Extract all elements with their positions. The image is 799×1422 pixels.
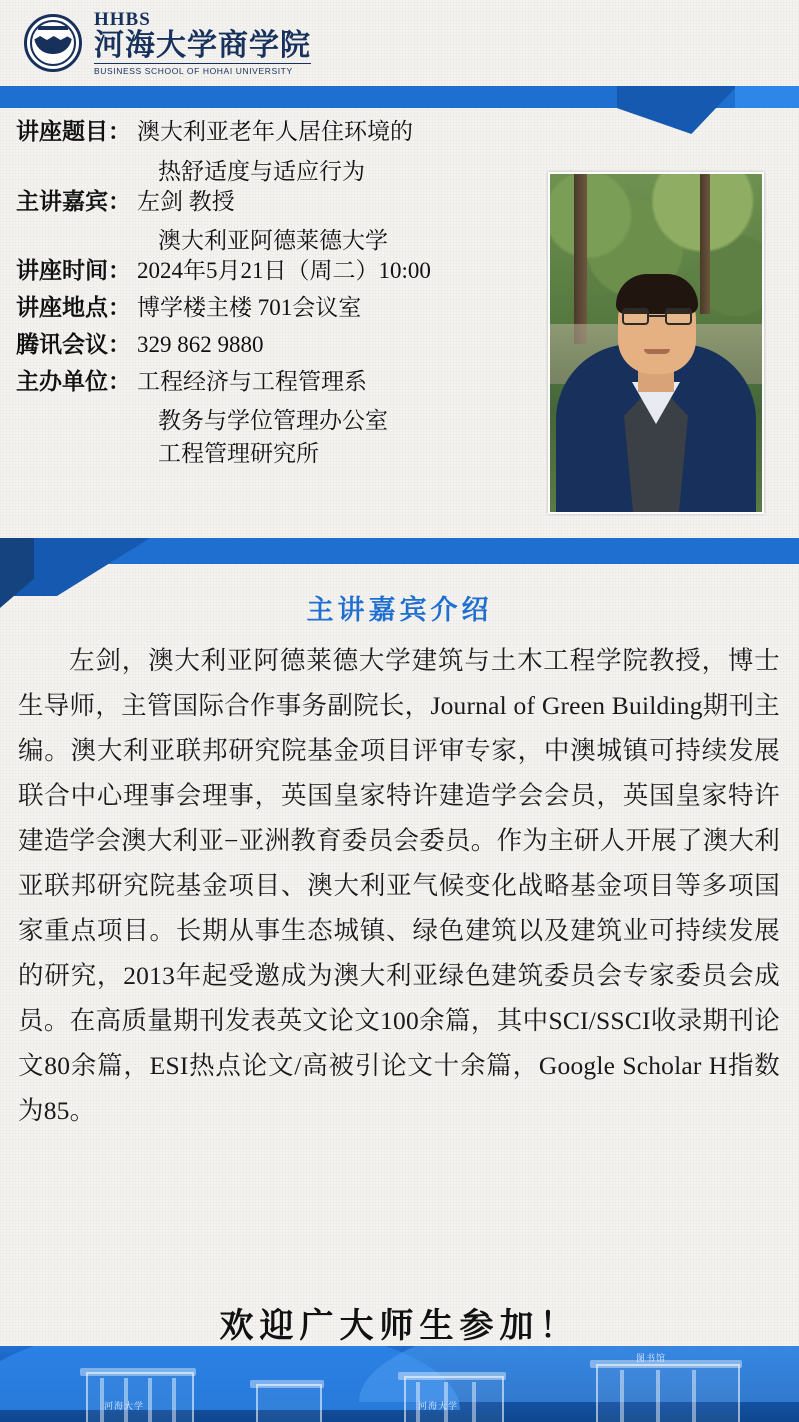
footer-building-label-1: 河海大学	[104, 1401, 145, 1411]
hohai-university-emblem-icon	[22, 12, 84, 74]
info-value-speaker: 左剑 教授	[137, 188, 235, 214]
info-row-meeting-id	[16, 329, 546, 361]
welcome-message: 欢迎广大师生参加！	[219, 1308, 580, 1345]
info-row-time	[16, 255, 546, 287]
logo-text-block	[94, 10, 311, 77]
footer-building-label-4: 图书馆	[636, 1353, 667, 1363]
info-label-topic: 讲座题目：	[16, 119, 131, 144]
info-value-location: 博学楼主楼 701会议室	[137, 295, 362, 321]
logo-chinese-name: 河海大学商学院	[94, 28, 311, 62]
info-row-speaker	[16, 186, 546, 218]
info-row-location	[16, 292, 546, 324]
logo-abbreviation: HHBS	[94, 8, 151, 30]
poster-footer	[0, 1346, 799, 1422]
info-row-topic	[16, 116, 546, 148]
top-band-chevron-decor	[617, 86, 737, 134]
info-value-speaker-affiliation: 澳大利亚阿德莱德大学	[158, 228, 388, 254]
speaker-intro-body: 左剑，澳大利亚阿德莱德大学建筑与土木工程学院教授，博士生导师，主管国际合作事务副院长，Journal of Green Building期刊主编。澳大利亚联邦研究院基金项目评审专家，中澳城镇可持续发展联合中心理事会理事，英国皇家特许建造学会会员，英国皇家特许建造学会澳大利亚−亚洲教育委员会委员。作为主研人开展了澳大利亚联邦研究院基金项目、澳大利亚气候变化战略基金项目等多项国家重点项目。长期从事生态城镇、绿色建筑以及建筑业可持续发展的研究，2013年起受邀成为澳大利亚绿色建筑委员会专家委员会成员。在高质量期刊发表英文论文100余篇，其中SCI/SSCI收录期刊论文80余篇，ESI热点论文/高被引论文十余篇，Google Scholar H指数为85。	[18, 646, 780, 1125]
info-value-topic-line2: 热舒适度与适应行为	[158, 158, 365, 184]
info-label-speaker: 主讲嘉宾：	[16, 188, 131, 214]
info-value-organizer: 工程经济与工程管理系	[137, 368, 367, 394]
lecture-info-block	[16, 116, 546, 468]
speaker-intro-title: 主讲嘉宾介绍	[306, 595, 493, 625]
top-band-accent-decor	[735, 86, 799, 108]
info-value-organizer-line2: 教务与学位管理办公室	[158, 408, 388, 434]
footer-building-4	[596, 1364, 740, 1422]
footer-building-2	[256, 1384, 322, 1422]
glasses-icon	[622, 308, 692, 326]
footer-building-label-3: 河海大学	[418, 1401, 459, 1411]
info-row-organizer	[16, 366, 546, 398]
info-label-organizer: 主办单位：	[16, 368, 131, 394]
logo-english-name: BUSINESS SCHOOL OF HOHAI UNIVERSITY	[94, 63, 311, 76]
info-label-time: 讲座时间：	[16, 258, 131, 284]
info-label-meeting-id: 腾讯会议：	[16, 331, 131, 357]
info-label-location: 讲座地点：	[16, 295, 131, 321]
info-value-topic: 澳大利亚老年人居住环境的	[137, 119, 413, 144]
speaker-photo	[548, 172, 764, 514]
poster-header	[0, 0, 799, 86]
info-value-time: 2024年5月21日（周二）10:00	[137, 258, 431, 284]
info-value-meeting-id: 329 862 9880	[137, 331, 264, 357]
info-value-organizer-line3: 工程管理研究所	[158, 441, 319, 467]
